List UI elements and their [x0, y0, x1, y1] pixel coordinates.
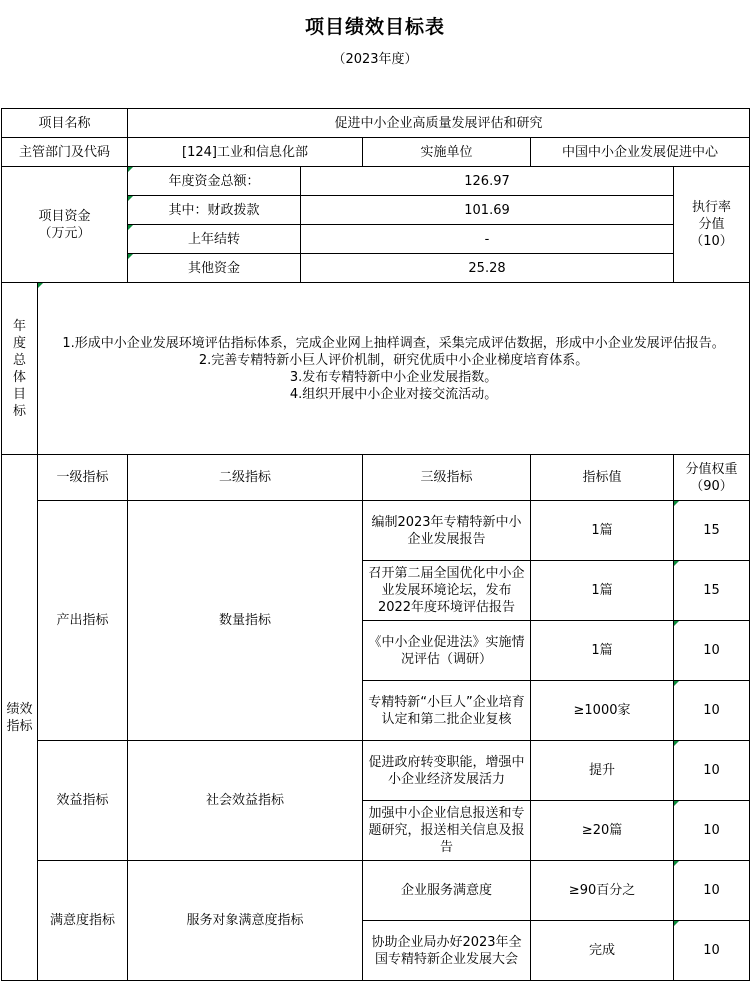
perf-indicators-label: [2, 455, 38, 981]
weight-cell: 10: [674, 741, 750, 801]
annual-goals-content: [38, 283, 750, 455]
funds-carryover-label: 上年结转: [128, 225, 301, 254]
project-name-label: 项目名称: [2, 109, 128, 138]
lvl2-social-benefit: 社会效益指标: [128, 741, 363, 861]
impl-unit-label: 实施单位: [363, 138, 531, 167]
funds-carryover-value: -: [301, 225, 674, 254]
annual-goals-label: [2, 283, 38, 455]
lvl3-cell: 召开第二届全国优化中小企业发展环境论坛，发布2022年度环境评估报告: [363, 561, 531, 621]
perf-indicators-label-text: 绩效指标: [6, 701, 33, 734]
header-lvl1: 一级指标: [38, 455, 128, 501]
weight-cell: 15: [674, 501, 750, 561]
header-lvl3: 三级指标: [363, 455, 531, 501]
lvl3-cell: 协助企业局办好2023年全国专精特新企业发展大会: [363, 921, 531, 981]
lvl3-cell: 专精特新“小巨人”企业培育认定和第二批企业复核: [363, 681, 531, 741]
lvl1-satisfaction: 满意度指标: [38, 861, 128, 981]
value-cell: 提升: [531, 741, 674, 801]
weight-cell: 10: [674, 621, 750, 681]
weight-cell: 10: [674, 921, 750, 981]
funds-label-text: 项目资金（万元）: [38, 208, 91, 241]
goal-item: 2.完善专精特新小巨人评价机制，研究优质中小企业梯度培育体系。: [198, 352, 589, 368]
funds-total-value: 126.97: [301, 167, 674, 196]
value-cell: ≥20篇: [531, 801, 674, 861]
project-name-value: 促进中小企业高质量发展评估和研究: [128, 109, 750, 138]
lvl3-cell: 《中小企业促进法》实施情况评估（调研）: [363, 621, 531, 681]
weight-cell: 10: [674, 861, 750, 921]
exec-rate-label: [674, 167, 750, 283]
funds-fiscal-label: 其中：财政拨款: [128, 196, 301, 225]
value-cell: 1篇: [531, 561, 674, 621]
page-subtitle: （2023年度）: [332, 52, 418, 67]
impl-unit-value: 中国中小企业发展促进中心: [531, 138, 750, 167]
lvl1-output: 产出指标: [38, 501, 128, 741]
goal-item: 3.发布专精特新中小企业发展指数。: [289, 369, 498, 385]
lvl2-quantity: 数量指标: [128, 501, 363, 741]
funds-fiscal-value: 101.69: [301, 196, 674, 225]
dept-label: 主管部门及代码: [2, 138, 128, 167]
header-value: 指标值: [531, 455, 674, 501]
header-weight: [674, 455, 750, 501]
funds-other-value: 25.28: [301, 254, 674, 283]
value-cell: 完成: [531, 921, 674, 981]
funds-total-label: 年度资金总额：: [128, 167, 301, 196]
weight-cell: 10: [674, 681, 750, 741]
annual-goals-label-text: 年度总体目标: [12, 318, 26, 419]
value-cell: ≥1000家: [531, 681, 674, 741]
funds-label: [2, 167, 128, 283]
value-cell: 1篇: [531, 501, 674, 561]
goal-item: 4.组织开展中小企业对接交流活动。: [289, 386, 498, 402]
value-cell: 1篇: [531, 621, 674, 681]
lvl3-cell: 企业服务满意度: [363, 861, 531, 921]
header-weight-text: 分值权重（90）: [685, 461, 738, 494]
performance-table: [1, 108, 750, 981]
lvl3-cell: 促进政府转变职能，增强中小企业经济发展活力: [363, 741, 531, 801]
lvl3-cell: 加强中小企业信息报送和专题研究，报送相关信息及报告: [363, 801, 531, 861]
goal-item: 1.形成中小企业发展环境评估指标体系，完成企业网上抽样调查，采集完成评估数据，形成中小企业发展评估报告。: [62, 335, 725, 351]
lvl2-service-satisfaction: 服务对象满意度指标: [128, 861, 363, 981]
funds-other-label: 其他资金: [128, 254, 301, 283]
lvl3-cell: 编制2023年专精特新中小企业发展报告: [363, 501, 531, 561]
dept-value: [124]工业和信息化部: [128, 138, 363, 167]
weight-cell: 15: [674, 561, 750, 621]
page-title: 项目绩效目标表: [304, 16, 445, 38]
lvl1-benefit: 效益指标: [38, 741, 128, 861]
weight-cell: 10: [674, 801, 750, 861]
header-lvl2: 二级指标: [128, 455, 363, 501]
value-cell: ≥90百分之: [531, 861, 674, 921]
exec-rate-text: 执行率分值（10）: [690, 200, 733, 249]
